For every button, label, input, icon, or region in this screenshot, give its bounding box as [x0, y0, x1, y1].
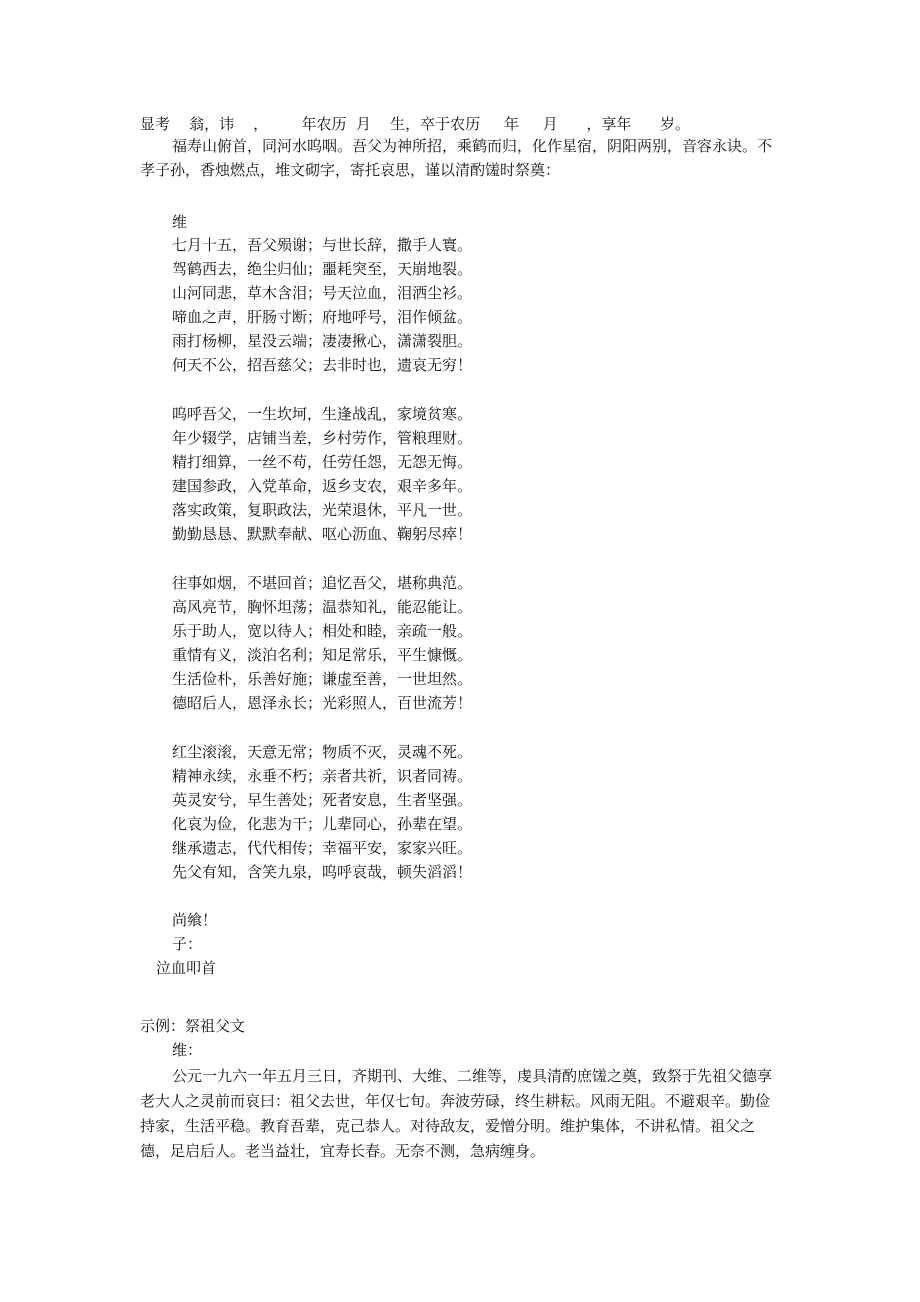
verse-line: 七月十五，吾父殒谢；与世长辞，撒手人寰。 — [172, 236, 473, 254]
verse-line: 精神永续，永垂不朽；亲者共祈，识者同祷。 — [172, 767, 473, 785]
verse-line: 生活俭朴，乐善好施；谦虚至善，一世坦然。 — [172, 670, 473, 688]
example-title: 示例：祭祖父文 — [140, 1017, 246, 1035]
verse-line: 何天不公，招吾慈父；去非时也，遗哀无穷！ — [172, 356, 473, 374]
intro-paragraph: 福寿山俯首，同河水呜咽。吾父为神所招，乘鹤而归，化作星宿，阴阳两别，音容永诀。不孝子孙，香烛燃点，堆文砌字，寄托哀思，谨以清酌馐时祭奠： — [140, 137, 773, 179]
example-wei-heading: 维： — [172, 1041, 203, 1059]
wei-heading: 维 — [172, 213, 188, 231]
verse-line: 啼血之声，肝肠寸断；府地呼号，泪作倾盆。 — [172, 308, 473, 326]
verse-line: 德昭后人，恩泽永长；光彩照人，百世流芳！ — [172, 694, 473, 712]
verse-line: 勤勤恳恳、默默奉献、呕心沥血、鞠躬尽瘁！ — [172, 525, 473, 543]
closing-line: 尚飨！ — [172, 911, 218, 929]
verse-line: 落实政策，复职政法，光荣退休，平凡一世。 — [172, 501, 473, 519]
verse-line: 先父有知，含笑九泉，呜呼哀哉，顿失滔滔！ — [172, 863, 473, 881]
signature-line: 泣血叩首 — [156, 959, 217, 977]
example-body-paragraph: 公元一九六一年五月三日，齐期刊、大维、二维等，虔具清酌庶馐之奠，致祭于先祖父德享老大人之灵前而哀曰：祖父去世，年仅七旬。奔波劳碌，终生耕耘。风雨无阻。不避艰辛。勤俭持家，生活平稳。教育吾辈，克己恭人。对待敌友，爱憎分明。维护集体，不讲私情。祖父之德，足启后人。老当益壮，宜寿长春。无奈不测，急病缠身。 — [140, 1067, 773, 1160]
verse-line: 建国参政，入党革命，返乡支农，艰辛多年。 — [172, 477, 473, 495]
verse-line: 往事如烟，不堪回首；追忆吾父，堪称典范。 — [172, 574, 473, 592]
son-line: 子： — [172, 935, 203, 953]
verse-line: 精打细算，一丝不苟，任劳任怨，无怨无悔。 — [172, 453, 473, 471]
verse-line: 继承遗志，代代相传；幸福平安，家家兴旺。 — [172, 839, 473, 857]
verse-line: 乐于助人，宽以待人；相处和睦，亲疏一般。 — [172, 622, 473, 640]
verse-line: 山河同悲，草木含泪；号天泣血，泪洒尘衫。 — [172, 284, 473, 302]
verse-line: 年少辍学，店铺当差，乡村劳作，管粮理财。 — [172, 429, 473, 447]
verse-line: 重情有义，淡泊名利；知足常乐，平生慷慨。 — [172, 646, 473, 664]
verse-line: 驾鹤西去，绝尘归仙；噩耗突至，天崩地裂。 — [172, 260, 473, 278]
verse-line: 雨打杨柳，星没云端；凄凄揪心，潇潇裂胆。 — [172, 332, 473, 350]
deceased-info-line: 显考 翁，讳 ， 年农历 月 生，卒于农历 年 月 ，享年 岁。 — [140, 115, 691, 133]
verse-line: 英灵安兮，早生善处；死者安息，生者坚强。 — [172, 791, 473, 809]
verse-line: 呜呼吾父，一生坎坷，生逢战乱，家境贫寒。 — [172, 405, 473, 423]
verse-line: 红尘滚滚，天意无常；物质不灭，灵魂不死。 — [172, 743, 473, 761]
verse-line: 化哀为俭，化悲为干；儿辈同心，孙辈在望。 — [172, 815, 473, 833]
verse-line: 高风亮节，胸怀坦荡；温恭知礼，能忍能让。 — [172, 598, 473, 616]
